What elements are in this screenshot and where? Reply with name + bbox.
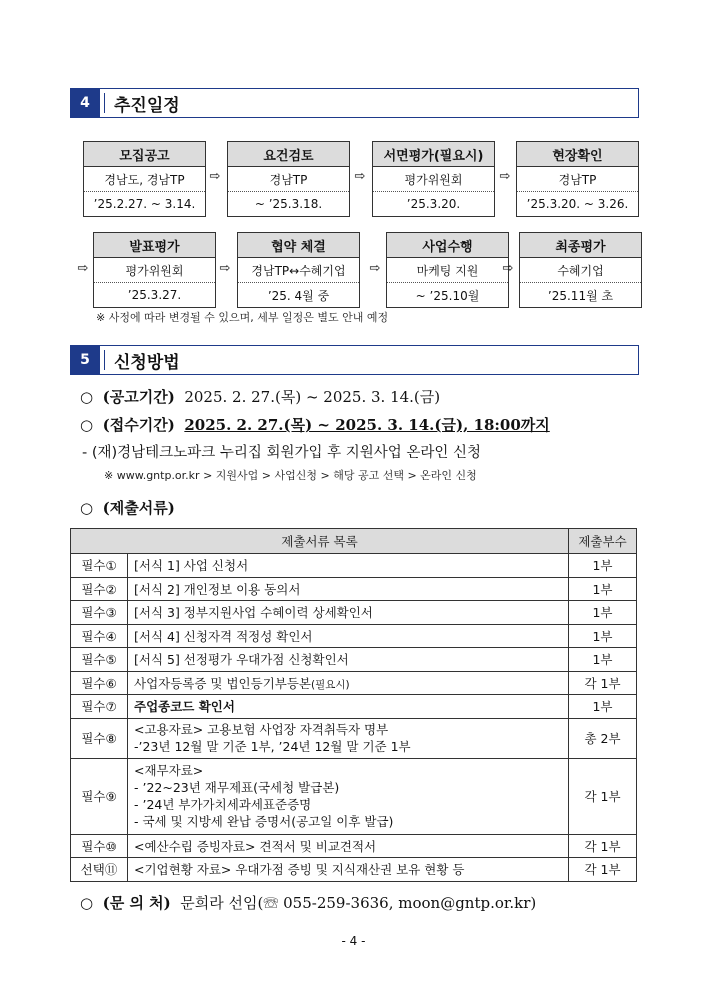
table-header — [71, 529, 637, 554]
table-row: 필수③ [서식 3] 정부지원사업 수혜이력 상세확인서 1부 — [71, 601, 637, 625]
section-4-header — [70, 88, 639, 118]
table-row: 필수② [서식 2] 개인정보 이용 동의서 1부 — [71, 577, 637, 601]
header-copies: 제출부수 — [569, 529, 637, 554]
schedule-step-presentation: 발표평가 평가위원회 ’25.3.27. — [93, 232, 216, 308]
page-number: - 4 - — [341, 934, 366, 948]
arrow-icon: ⇨ — [219, 261, 231, 276]
section-title: 추진일정 — [100, 88, 639, 118]
schedule-step-agreement: 협약 체결 경남TP↔수혜기업 ’25. 4월 중 — [237, 232, 360, 308]
table-row: 필수⑦ 주업종코드 확인서 1부 — [71, 695, 637, 719]
arrow-icon: ⇨ — [209, 169, 221, 184]
section-5-header — [70, 345, 639, 375]
apply-method: - (재)경남테크노파크 누리집 회원가입 후 지원사업 온라인 신청 — [82, 445, 481, 461]
section-number: 4 — [70, 88, 100, 118]
announce-period: ○ (공고기간) 2025. 2. 27.(목) ~ 2025. 3. 14.(금) — [80, 388, 441, 406]
arrow-icon: ⇨ — [369, 261, 381, 276]
table-row: 필수⑩ <예산수립 증빙자료> 견적서 및 비교견적서 각 1부 — [71, 834, 637, 858]
arrow-icon: ⇨ — [354, 169, 366, 184]
arrow-icon: ⇨ — [77, 261, 89, 276]
arrow-icon: ⇨ — [499, 169, 511, 184]
table-row: 필수⑤ [서식 5] 선정평가 우대가점 신청확인서 1부 — [71, 648, 637, 672]
table-row: 필수④ [서식 4] 신청자격 적정성 확인서 1부 — [71, 624, 637, 648]
apply-path: ※ www.gntp.or.kr > 지원사업 > 사업신청 > 해당 공고 선택 > 온라인 신청 — [104, 469, 477, 482]
arrow-icon: ⇨ — [502, 261, 514, 276]
contact-info: ○ (문 의 처) 문희라 선임(☏ 055-259-3636, moon@gntp.or.kr) — [80, 894, 537, 912]
section-title: 신청방법 — [100, 345, 639, 375]
table-row: 필수⑧ <고용자료> 고용보험 사업장 자격취득자 명부 -’23년 12월 말 기준 1부, ’24년 12월 말 기준 1부 총 2부 — [71, 718, 637, 758]
table-row: 필수⑨ <재무자료> - ’22~23년 재무제표(국세청 발급본) - ’24년 부가가치세과세표준증명 - 국세 및 지방세 완납 증명서(공고일 이후 발급) 각 1부 — [71, 758, 637, 834]
receipt-period: ○ (접수기간) 2025. 2. 27.(목) ~ 2025. 3. 14.(금), 18:00까지 — [80, 416, 550, 434]
table-row: 필수⑥ 사업자등록증 및 법인등기부등본(필요시) 각 1부 — [71, 671, 637, 695]
schedule-step-final-evaluation: 최종평가 수혜기업 ’25.11월 초 — [519, 232, 642, 308]
schedule-step-document-evaluation: 서면평가(필요시) 평가위원회 ’25.3.20. — [372, 141, 495, 217]
schedule-note: ※ 사정에 따라 변경될 수 있으며, 세부 일정은 별도 안내 예정 — [96, 311, 389, 324]
docs-heading: ○ (제출서류) — [80, 499, 175, 517]
header-document-list: 제출서류 목록 — [71, 529, 569, 554]
schedule-step-review: 요건검토 경남TP ~ ’25.3.18. — [227, 141, 350, 217]
table-row: 필수① [서식 1] 사업 신청서 1부 — [71, 554, 637, 578]
table-row: 선택⑪ <기업현황 자료> 우대가점 증빙 및 지식재산권 보유 현황 등 각 1부 — [71, 858, 637, 882]
schedule-step-recruit: 모집공고 경남도, 경남TP ’25.2.27. ~ 3.14. — [83, 141, 206, 217]
documents-table — [70, 528, 637, 882]
schedule-step-execution: 사업수행 마케팅 지원 ~ ’25.10월 — [386, 232, 509, 308]
schedule-step-site-check: 현장확인 경남TP ’25.3.20. ~ 3.26. — [516, 141, 639, 217]
section-number: 5 — [70, 345, 100, 375]
